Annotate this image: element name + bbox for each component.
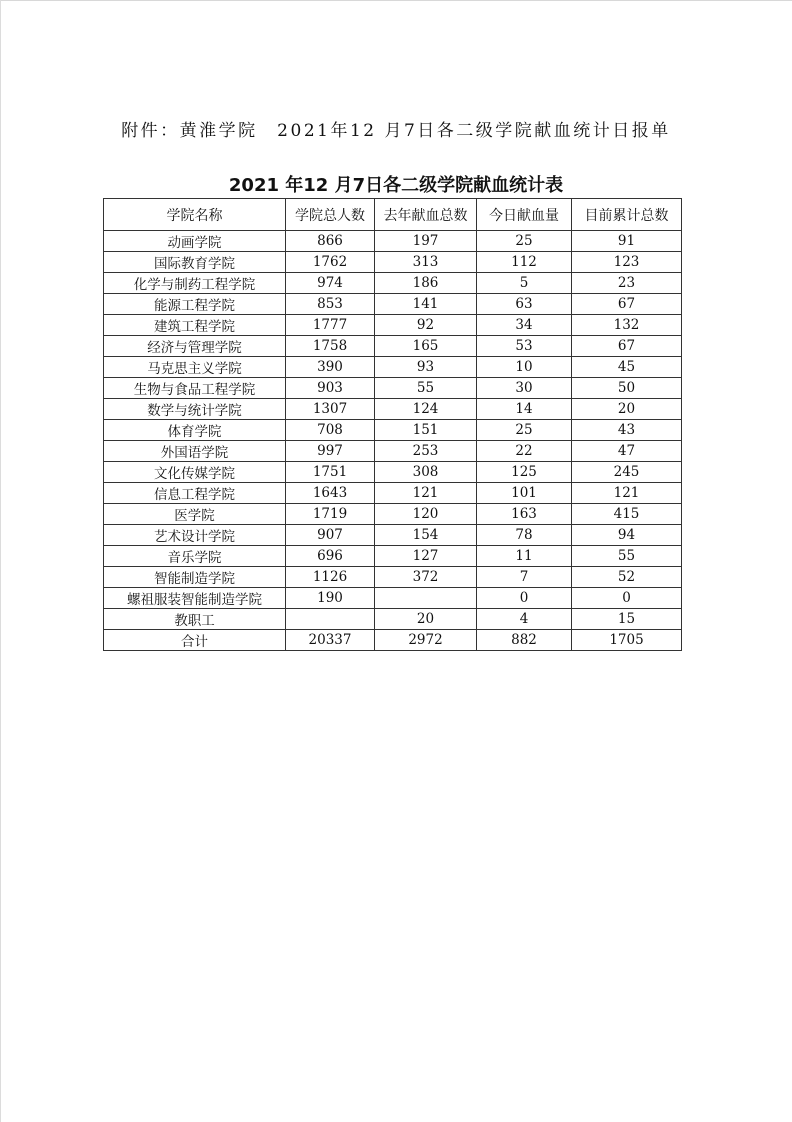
- last-year-donations-cell: 93: [375, 357, 477, 378]
- last-year-donations-cell: 253: [375, 441, 477, 462]
- last-year-donations-cell: 124: [375, 399, 477, 420]
- column-header-total-students: 学院总人数: [286, 199, 375, 231]
- today-donations-cell: 5: [477, 273, 572, 294]
- cumulative-total-cell: 50: [572, 378, 682, 399]
- today-donations-cell: 34: [477, 315, 572, 336]
- table-row: [104, 336, 682, 357]
- total-students-cell: 1758: [286, 336, 375, 357]
- today-donations-cell: 101: [477, 483, 572, 504]
- total-students-cell: 1762: [286, 252, 375, 273]
- table-row: [104, 504, 682, 525]
- today-donations-cell: 10: [477, 357, 572, 378]
- last-year-donations-cell: 197: [375, 231, 477, 252]
- cumulative-total-cell: 94: [572, 525, 682, 546]
- last-year-donations-cell: 2972: [375, 630, 477, 651]
- total-students-cell: 708: [286, 420, 375, 441]
- cumulative-total-cell: 15: [572, 609, 682, 630]
- today-donations-cell: 112: [477, 252, 572, 273]
- last-year-donations-cell: 165: [375, 336, 477, 357]
- college-name-cell: 经济与管理学院: [104, 336, 286, 357]
- last-year-donations-cell: 55: [375, 378, 477, 399]
- today-donations-cell: 78: [477, 525, 572, 546]
- attachment-header: 附件：黄淮学院 2021年12 月7日各二级学院献血统计日报单: [121, 121, 671, 141]
- total-students-cell: 907: [286, 525, 375, 546]
- college-name-cell: 艺术设计学院: [104, 525, 286, 546]
- cumulative-total-cell: 132: [572, 315, 682, 336]
- today-donations-cell: 882: [477, 630, 572, 651]
- total-students-cell: 1719: [286, 504, 375, 525]
- column-header-last-year-donations: 去年献血总数: [375, 199, 477, 231]
- table-row: [104, 315, 682, 336]
- college-name-cell: 数学与统计学院: [104, 399, 286, 420]
- today-donations-cell: 4: [477, 609, 572, 630]
- cumulative-total-cell: 43: [572, 420, 682, 441]
- last-year-donations-cell: 154: [375, 525, 477, 546]
- last-year-donations-cell: 92: [375, 315, 477, 336]
- cumulative-total-cell: 121: [572, 483, 682, 504]
- cumulative-total-cell: 45: [572, 357, 682, 378]
- table-row: [104, 357, 682, 378]
- cumulative-total-cell: 91: [572, 231, 682, 252]
- cumulative-total-cell: 415: [572, 504, 682, 525]
- college-name-cell: 医学院: [104, 504, 286, 525]
- total-students-cell: 997: [286, 441, 375, 462]
- college-name-cell: 化学与制药工程学院: [104, 273, 286, 294]
- college-name-cell: 智能制造学院: [104, 567, 286, 588]
- total-students-cell: 1643: [286, 483, 375, 504]
- college-name-cell: 体育学院: [104, 420, 286, 441]
- table-row: [104, 231, 682, 252]
- last-year-donations-cell: 151: [375, 420, 477, 441]
- last-year-donations-cell: 127: [375, 546, 477, 567]
- total-students-cell: 1777: [286, 315, 375, 336]
- table-row: [104, 525, 682, 546]
- table-row: [104, 420, 682, 441]
- today-donations-cell: 22: [477, 441, 572, 462]
- cumulative-total-cell: 123: [572, 252, 682, 273]
- cumulative-total-cell: 47: [572, 441, 682, 462]
- college-name-cell: 信息工程学院: [104, 483, 286, 504]
- today-donations-cell: 63: [477, 294, 572, 315]
- cumulative-total-cell: 67: [572, 294, 682, 315]
- college-name-cell: 生物与食品工程学院: [104, 378, 286, 399]
- today-donations-cell: 163: [477, 504, 572, 525]
- table-row: [104, 609, 682, 630]
- cumulative-total-cell: 52: [572, 567, 682, 588]
- table-row: [104, 588, 682, 609]
- college-name-cell: 能源工程学院: [104, 294, 286, 315]
- table-row: [104, 399, 682, 420]
- today-donations-cell: 125: [477, 462, 572, 483]
- today-donations-cell: 25: [477, 231, 572, 252]
- table-header-row: [104, 199, 682, 231]
- column-header-today-donations: 今日献血量: [477, 199, 572, 231]
- last-year-donations-cell: 186: [375, 273, 477, 294]
- page-edge: [0, 0, 1, 1122]
- college-name-cell: 动画学院: [104, 231, 286, 252]
- total-students-cell: 1126: [286, 567, 375, 588]
- last-year-donations-cell: 20: [375, 609, 477, 630]
- table-row: [104, 252, 682, 273]
- total-students-cell: 974: [286, 273, 375, 294]
- total-students-cell: 903: [286, 378, 375, 399]
- last-year-donations-cell: 141: [375, 294, 477, 315]
- table-row: [104, 483, 682, 504]
- last-year-donations-cell: 313: [375, 252, 477, 273]
- today-donations-cell: 53: [477, 336, 572, 357]
- cumulative-total-cell: 0: [572, 588, 682, 609]
- table-row: [104, 273, 682, 294]
- total-students-cell: 190: [286, 588, 375, 609]
- college-name-cell: 建筑工程学院: [104, 315, 286, 336]
- cumulative-total-cell: 245: [572, 462, 682, 483]
- total-students-cell: 696: [286, 546, 375, 567]
- cumulative-total-cell: 23: [572, 273, 682, 294]
- last-year-donations-cell: 372: [375, 567, 477, 588]
- table-body: [104, 231, 682, 651]
- college-name-cell: 合计: [104, 630, 286, 651]
- table-row: [104, 441, 682, 462]
- today-donations-cell: 25: [477, 420, 572, 441]
- today-donations-cell: 7: [477, 567, 572, 588]
- college-name-cell: 螺祖服装智能制造学院: [104, 588, 286, 609]
- cumulative-total-cell: 67: [572, 336, 682, 357]
- table-row: [104, 546, 682, 567]
- last-year-donations-cell: [375, 588, 477, 609]
- column-header-cumulative-total: 目前累计总数: [572, 199, 682, 231]
- cumulative-total-cell: 1705: [572, 630, 682, 651]
- college-name-cell: 马克思主义学院: [104, 357, 286, 378]
- total-students-cell: 20337: [286, 630, 375, 651]
- today-donations-cell: 0: [477, 588, 572, 609]
- cumulative-total-cell: 55: [572, 546, 682, 567]
- last-year-donations-cell: 121: [375, 483, 477, 504]
- total-students-cell: 853: [286, 294, 375, 315]
- today-donations-cell: 30: [477, 378, 572, 399]
- last-year-donations-cell: 308: [375, 462, 477, 483]
- total-students-cell: 1751: [286, 462, 375, 483]
- page-edge: [0, 0, 792, 1]
- college-name-cell: 外国语学院: [104, 441, 286, 462]
- cumulative-total-cell: 20: [572, 399, 682, 420]
- total-students-cell: [286, 609, 375, 630]
- table-row: [104, 567, 682, 588]
- column-header-college-name: 学院名称: [104, 199, 286, 231]
- total-students-cell: 866: [286, 231, 375, 252]
- table-title: 2021 年12 月7日各二级学院献血统计表: [228, 175, 564, 196]
- total-students-cell: 390: [286, 357, 375, 378]
- college-name-cell: 音乐学院: [104, 546, 286, 567]
- table-row: [104, 294, 682, 315]
- total-students-cell: 1307: [286, 399, 375, 420]
- college-name-cell: 国际教育学院: [104, 252, 286, 273]
- today-donations-cell: 11: [477, 546, 572, 567]
- today-donations-cell: 14: [477, 399, 572, 420]
- blood-donation-table: [103, 198, 682, 651]
- table-row: [104, 462, 682, 483]
- college-name-cell: 教职工: [104, 609, 286, 630]
- table-row: [104, 378, 682, 399]
- college-name-cell: 文化传媒学院: [104, 462, 286, 483]
- table-total-row: [104, 630, 682, 651]
- last-year-donations-cell: 120: [375, 504, 477, 525]
